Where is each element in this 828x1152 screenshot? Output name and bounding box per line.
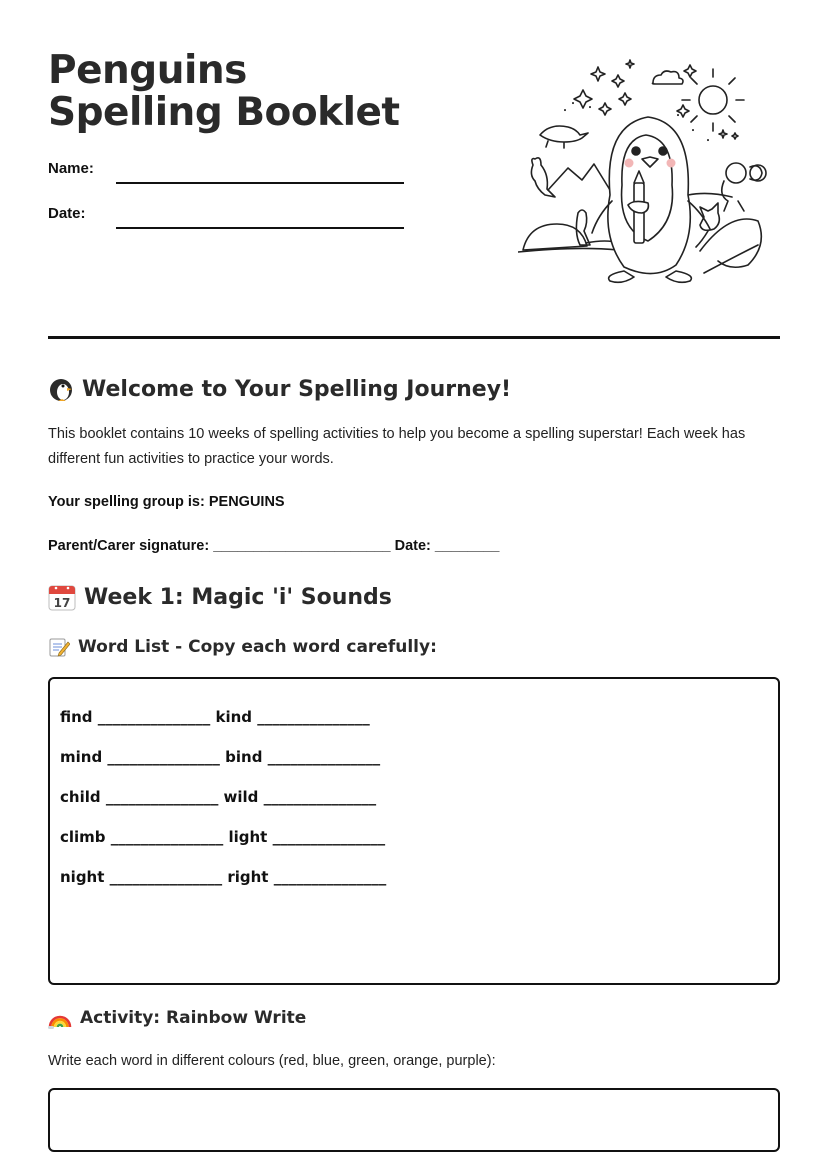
calendar-icon [48,583,76,611]
name-label: Name: [48,160,94,177]
date-field[interactable] [48,205,408,235]
penguin-icon [48,376,74,402]
word-row-5[interactable]: night _______________ right _______________ [60,868,387,886]
word-list-heading [48,636,437,658]
header-divider [48,336,780,339]
svg-text:17: 17 [53,596,71,610]
header [48,0,780,340]
penguin-figure [592,117,710,282]
date-label: Date: [48,205,86,222]
page-title: Penguins Spelling Booklet [48,48,400,135]
platypus-shape [540,126,588,148]
welcome-intro: This booklet contains 10 weeks of spelling activities to help you become a spelling superstar! Each week has different fun activities to practice your words. [48,426,746,467]
date-write-line[interactable] [116,227,404,229]
spelling-group-line: Your spelling group is: PENGUINS [48,494,285,510]
week1-heading [48,583,392,611]
activity-instructions: Write each word in different colours (red, blue, green, orange, purple): [48,1053,496,1069]
word-row-2[interactable]: mind _______________ bind _______________ [60,748,381,766]
rainbow-write-box[interactable] [48,1088,780,1152]
word-row-3[interactable]: child _______________ wild _______________ [60,788,377,806]
name-write-line[interactable] [116,182,404,184]
name-field[interactable] [48,160,408,190]
signature-line: Parent/Carer signature: ______________________ Date: ________ [48,538,500,554]
penguin-illustration [518,55,768,290]
activity-heading [48,1007,306,1029]
rainbow-icon [48,1007,72,1029]
monkey-shape [722,163,766,211]
word-list-box[interactable] [48,677,780,985]
word-row-4[interactable]: climb _______________ light _______________ [60,828,386,846]
welcome-heading-text: Welcome to Your Spelling Journey! [82,376,512,402]
welcome-heading [48,376,511,402]
mountains-shape [548,164,610,190]
week1-heading-text: Week 1: Magic 'i' Sounds [84,584,392,610]
memo-icon [48,636,70,658]
word-row-1[interactable]: find _______________ kind _______________ [60,708,370,726]
sun-shape [682,69,744,131]
word-list-heading-text: Word List - Copy each word carefully: [78,637,437,657]
activity-heading-text: Activity: Rainbow Write [80,1008,307,1028]
small-roo-shape [576,210,590,245]
kangaroo-shape [531,158,555,197]
booklet-page [48,0,780,1069]
cloud-shape [652,71,683,84]
